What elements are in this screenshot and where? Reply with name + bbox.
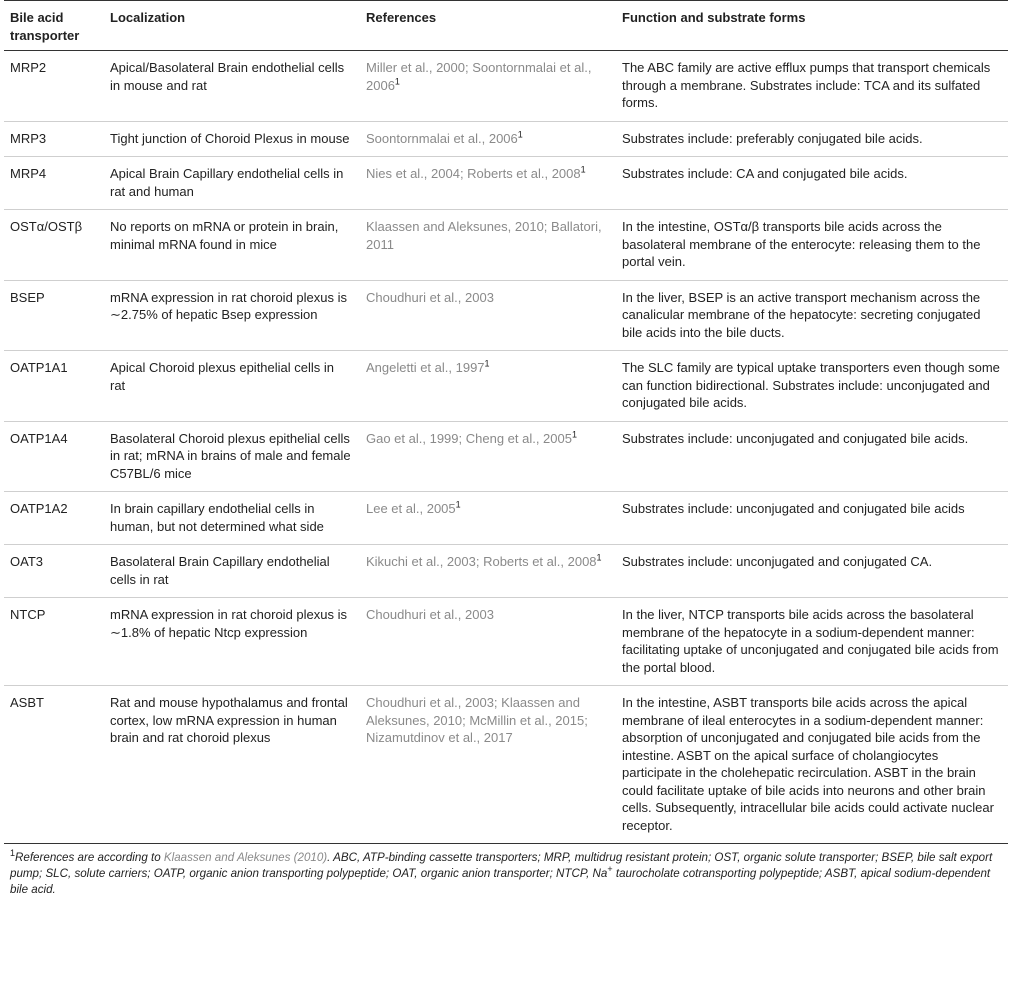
footnote-text-after: taurocholate cotransporting polypeptide; ASBT, apical sodium-dependent bile acid.	[10, 867, 991, 896]
cell-function-text: In the liver, BSEP is an active transport mechanism across the canalicular membrane of the hepatocyte: secreting conjugated bile acids into the bile ducts.	[622, 289, 981, 340]
cell-localization-text: Apical Choroid plexus epithelial cells in rat	[110, 360, 335, 393]
cell-localization	[104, 157, 360, 210]
table-row	[4, 492, 1008, 545]
cell-references-text[interactable]: Miller et al., 2000; Soontornmalai et al., 2006	[366, 60, 592, 93]
cell-localization	[104, 492, 360, 545]
cell-references	[360, 598, 616, 686]
cell-transporter	[4, 686, 104, 844]
cell-localization	[104, 280, 360, 351]
cell-function	[616, 351, 1008, 422]
cell-references	[360, 157, 616, 210]
cell-function-text: In the liver, NTCP transports bile acids across the basolateral membrane of the hepatocyte in a sodium-dependent manner: facilitating uptake of unconjugated and conjugated bile acids from the portal blood.	[622, 607, 999, 675]
cell-localization	[104, 210, 360, 281]
table-row	[4, 157, 1008, 210]
bile-acid-transporter-table	[4, 0, 1008, 844]
cell-references	[360, 121, 616, 157]
header-function: Function and substrate forms	[616, 1, 1008, 51]
table-row	[4, 351, 1008, 422]
cell-localization-text: Tight junction of Choroid Plexus in mouse	[110, 130, 350, 146]
cell-localization-text: Basolateral Brain Capillary endothelial cells in rat	[110, 554, 330, 587]
header-transporter: Bile acid transporter	[4, 1, 104, 51]
cell-transporter-text: OSTα/OSTβ	[10, 219, 83, 234]
cell-references-text[interactable]: Angeletti et al., 1997	[366, 360, 485, 375]
cell-function	[616, 545, 1008, 598]
cell-transporter	[4, 421, 104, 492]
cell-transporter-text: MRP3	[10, 130, 47, 146]
cell-function-text: Substrates include: preferably conjugated bile acids.	[622, 130, 923, 146]
cell-references-text[interactable]: Choudhuri et al., 2003; Klaassen and Aleksunes, 2010; McMillin et al., 2015; Nizamutdinov et al., 2017	[366, 695, 588, 745]
cell-references-text[interactable]: Lee et al., 2005	[366, 501, 456, 516]
cell-references-text[interactable]: Choudhuri et al., 2003	[366, 607, 494, 622]
cell-references	[360, 210, 616, 281]
cell-function	[616, 598, 1008, 686]
reference-footnote-marker: 1	[596, 552, 602, 563]
cell-references	[360, 351, 616, 422]
reference-footnote-marker: 1	[580, 164, 586, 175]
footnote-text-before: References are according to	[15, 851, 164, 864]
cell-transporter-text: BSEP	[10, 289, 45, 305]
cell-localization	[104, 351, 360, 422]
cell-transporter-text: OATP1A1	[10, 360, 68, 375]
cell-references-text[interactable]: Kikuchi et al., 2003; Roberts et al., 2008	[366, 554, 597, 569]
footnote-marker: 1	[10, 848, 16, 859]
cell-references	[360, 686, 616, 844]
cell-localization-text: Rat and mouse hypothalamus and frontal cortex, low mRNA expression in human brain and rat choroid plexus	[110, 695, 348, 745]
cell-transporter	[4, 492, 104, 545]
cell-transporter-text: NTCP	[10, 607, 46, 622]
cell-function	[616, 121, 1008, 157]
cell-function-text: In the intestine, OSTα/β transports bile acids across the basolateral membrane of the enterocyte: releasing them to the portal vein.	[622, 219, 981, 269]
table-body	[4, 51, 1008, 844]
cell-transporter	[4, 121, 104, 157]
cell-localization-text: mRNA expression in rat choroid plexus is ∼1.8% of hepatic Ntcp expression	[110, 607, 347, 640]
table-row	[4, 51, 1008, 122]
cell-localization	[104, 545, 360, 598]
cell-localization-text: In brain capillary endothelial cells in human, but not determined what side	[110, 501, 324, 534]
cell-function	[616, 421, 1008, 492]
cell-function	[616, 210, 1008, 281]
cell-transporter	[4, 210, 104, 281]
cell-function-text: The SLC family are typical uptake transporters even though some can function bidirectional. Substrates include: unconjugated and conjugated bile acids.	[622, 360, 1000, 410]
footnote-text-mid: . ABC, ATP-binding cassette transporters; MRP, multidrug resistant protein; OST, organic solute transporter; BSEP, bile salt export pump; SLC, solute carriers; OATP, organic anion transporting polypeptide; OAT, organic anion transporter; NTCP, Na	[10, 851, 993, 880]
cell-references	[360, 545, 616, 598]
cell-references	[360, 421, 616, 492]
table-row	[4, 280, 1008, 351]
cell-localization-text: Apical/Basolateral Brain endothelial cells in mouse and rat	[110, 60, 345, 93]
cell-function	[616, 492, 1008, 545]
table-row	[4, 210, 1008, 281]
cell-localization	[104, 121, 360, 157]
cell-transporter-text: OATP1A2	[10, 501, 68, 516]
header-row	[4, 1, 1008, 51]
table-row	[4, 421, 1008, 492]
table-row	[4, 121, 1008, 157]
cell-references	[360, 492, 616, 545]
cell-references-text[interactable]: Soontornmalai et al., 2006	[366, 130, 518, 146]
cell-transporter	[4, 157, 104, 210]
cell-transporter	[4, 51, 104, 122]
cell-function-text: Substrates include: CA and conjugated bile acids.	[622, 166, 908, 181]
cell-transporter	[4, 351, 104, 422]
table-footnote	[4, 844, 1008, 898]
footnote-reference-link[interactable]: Klaassen and Aleksunes (2010)	[163, 851, 328, 864]
cell-references-text[interactable]: Choudhuri et al., 2003	[366, 289, 494, 305]
cell-references	[360, 51, 616, 122]
reference-footnote-marker: 1	[571, 429, 577, 440]
header-localization: Localization	[104, 1, 360, 51]
reference-footnote-marker: 1	[455, 499, 461, 510]
cell-references-text[interactable]: Klaassen and Aleksunes, 2010; Ballatori, 2011	[366, 219, 602, 252]
cell-transporter	[4, 545, 104, 598]
table-row	[4, 598, 1008, 686]
cell-transporter-text: OATP1A4	[10, 430, 68, 446]
cell-transporter	[4, 280, 104, 351]
cell-function	[616, 686, 1008, 844]
cell-transporter-text: ASBT	[10, 695, 44, 710]
cell-function-text: The ABC family are active efflux pumps that transport chemicals through a membrane. Substrates include: TCA and its sulfated forms.	[622, 60, 991, 110]
cell-localization	[104, 51, 360, 122]
reference-footnote-marker: 1	[394, 76, 400, 87]
cell-references	[360, 280, 616, 351]
reference-footnote-marker: 1	[484, 358, 490, 369]
cell-localization-text: Basolateral Choroid plexus epithelial cells in rat; mRNA in brains of male and female C57BL/6 mice	[110, 430, 351, 481]
cell-localization	[104, 421, 360, 492]
cell-localization-text: mRNA expression in rat choroid plexus is ∼2.75% of hepatic Bsep expression	[110, 289, 347, 322]
cell-function	[616, 280, 1008, 351]
cell-transporter-text: OAT3	[10, 554, 43, 569]
footnote-superscript-plus: +	[607, 864, 613, 875]
table-row	[4, 545, 1008, 598]
cell-references-text[interactable]: Nies et al., 2004; Roberts et al., 2008	[366, 166, 581, 181]
cell-function-text: Substrates include: unconjugated and conjugated bile acids.	[622, 430, 969, 446]
cell-localization	[104, 598, 360, 686]
cell-function-text: In the intestine, ASBT transports bile acids across the apical membrane of ileal enterocytes in a sodium-dependent manner: absorption of unconjugated and conjugated bile acids from the intestine. ASBT on the apical surface of cholangiocytes participate in the cholehepatic recirculation. ASBT in the brain could facilitate uptake of bile acids into neurons and other brain cells. Subsequently, intracellular bile acids could activate nuclear receptor.	[622, 695, 994, 833]
cell-function-text: Substrates include: unconjugated and conjugated bile acids	[622, 501, 965, 516]
table-header	[4, 1, 1008, 51]
cell-localization-text: No reports on mRNA or protein in brain, minimal mRNA found in mice	[110, 219, 339, 252]
cell-transporter-text: MRP4	[10, 166, 47, 181]
reference-footnote-marker: 1	[517, 129, 523, 140]
header-references: References	[360, 1, 616, 51]
cell-references-text[interactable]: Gao et al., 1999; Cheng et al., 2005	[366, 430, 572, 446]
cell-transporter-text: MRP2	[10, 60, 47, 75]
cell-localization-text: Apical Brain Capillary endothelial cells in rat and human	[110, 166, 344, 199]
cell-localization	[104, 686, 360, 844]
cell-transporter	[4, 598, 104, 686]
cell-function-text: Substrates include: unconjugated and conjugated CA.	[622, 554, 933, 569]
table-row	[4, 686, 1008, 844]
cell-function	[616, 157, 1008, 210]
cell-function	[616, 51, 1008, 122]
